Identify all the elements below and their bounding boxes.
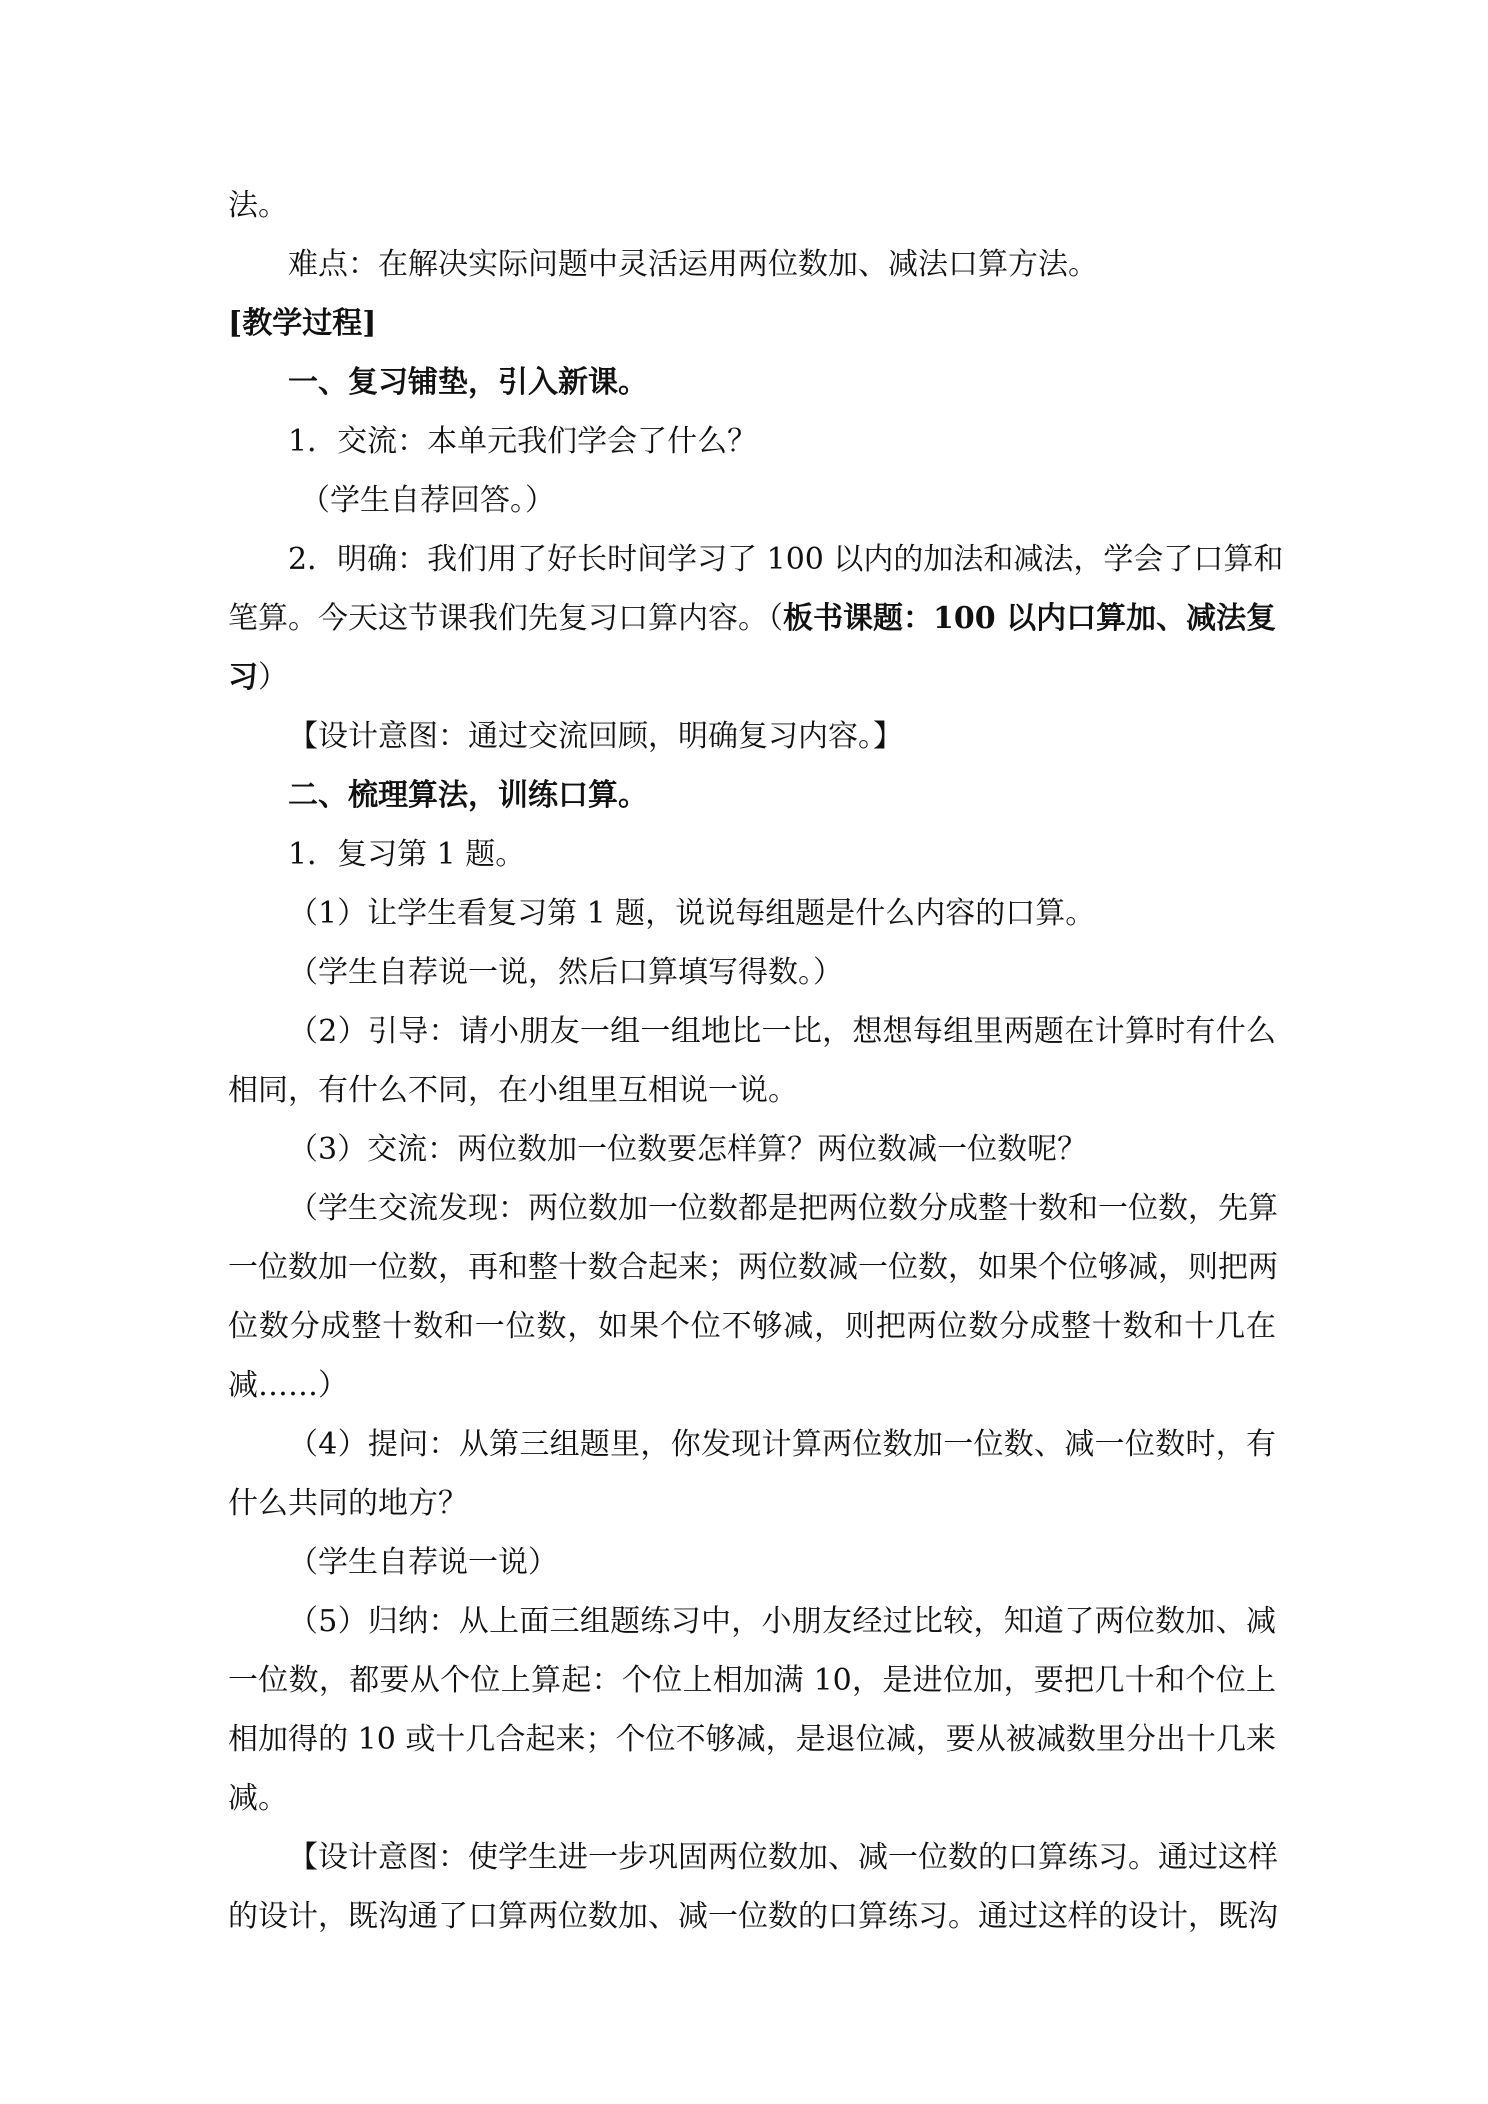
paragraph-line: （学生自荐回答。） — [300, 483, 555, 518]
paragraph-line: 减。 — [228, 1781, 288, 1816]
paragraph-line: 位数分成整十数和一位数，如果个位不够减，则把两位数分成整十数和十几在 — [228, 1309, 1276, 1344]
paragraph-line: 1．复习第 1 题。 — [288, 837, 526, 872]
paragraph-line: （4）提问：从第三组题里，你发现计算两位数加一位数、减一位数时，有 — [288, 1427, 1276, 1462]
design-intent-note: 【设计意图：使学生进一步巩固两位数加、减一位数的口算练习。通过这样 — [288, 1840, 1278, 1875]
paragraph-line: （学生自荐说一说） — [288, 1545, 558, 1580]
paragraph-line — [228, 589, 1276, 648]
paragraph-line: 减……） — [228, 1368, 348, 1403]
text-span: 笔算。今天这节课我们先复习口算内容。（ — [228, 601, 783, 636]
paragraph-line: （1）让学生看复习第 1 题，说说每组题是什么内容的口算。 — [288, 896, 1096, 931]
paragraph-line — [228, 648, 1276, 707]
paragraph-line: 2．明确：我们用了好长时间学习了 100 以内的加法和减法，学会了口算和 — [288, 542, 1284, 577]
design-intent-note: 【设计意图：通过交流回顾，明确复习内容。】 — [288, 719, 903, 754]
paragraph-line: 的设计，既沟通了口算两位数加、减一位数的口算练习。通过这样的设计，既沟 — [228, 1899, 1278, 1934]
document-page — [228, 176, 1284, 1946]
paragraph-line: 什么共同的地方？ — [228, 1486, 468, 1521]
difficulty-line: 难点：在解决实际问题中灵活运用两位数加、减法口算方法。 — [288, 247, 1098, 282]
paragraph-line: （学生交流发现：两位数加一位数都是把两位数分成整十数和一位数，先算 — [288, 1191, 1278, 1226]
paragraph-line: 相同，有什么不同，在小组里互相说一说。 — [228, 1073, 798, 1108]
paragraph-line: 1．交流：本单元我们学会了什么？ — [288, 424, 758, 459]
section-heading-teaching-process: [教学过程] — [228, 306, 377, 341]
heading-part-two: 二、梳理算法，训练口算。 — [288, 778, 648, 813]
paragraph-line: 一位数，都要从个位上算起：个位上相加满 10，是进位加，要把几十和个位上 — [228, 1663, 1276, 1698]
heading-part-one: 一、复习铺垫，引入新课。 — [288, 365, 648, 400]
paragraph-line: 相加得的 10 或十几合起来；个位不够减，是退位减，要从被减数里分出十几来 — [228, 1722, 1276, 1757]
blackboard-title-end: 习 — [228, 660, 258, 695]
paragraph-line: （2）引导：请小朋友一组一组地比一比，想想每组里两题在计算时有什么 — [288, 1014, 1276, 1049]
text-span: ） — [258, 660, 288, 695]
blackboard-title: 板书课题：100 以内口算加、减法复 — [783, 601, 1277, 636]
paragraph-line: 法。 — [228, 188, 288, 223]
paragraph-line: （学生自荐说一说，然后口算填写得数。） — [288, 955, 843, 990]
paragraph-line: （5）归纳：从上面三组题练习中，小朋友经过比较，知道了两位数加、减 — [288, 1604, 1276, 1639]
paragraph-line: （3）交流：两位数加一位数要怎样算？两位数减一位数呢？ — [288, 1132, 1088, 1167]
paragraph-line: 一位数加一位数，再和整十数合起来；两位数减一位数，如果个位够减，则把两 — [228, 1250, 1278, 1285]
